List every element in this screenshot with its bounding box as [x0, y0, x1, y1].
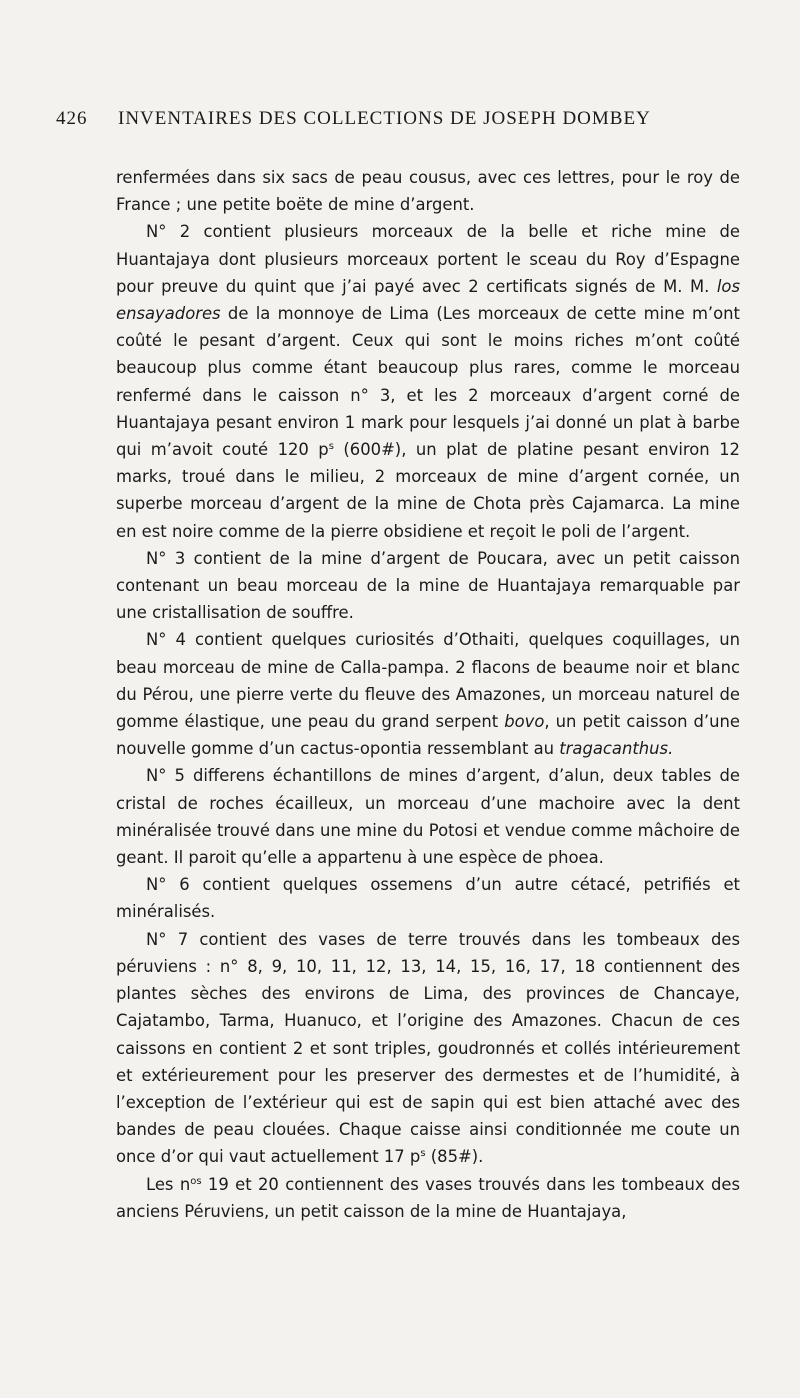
- paragraph: [116, 626, 740, 762]
- text-segment: N° 6 contient quelques ossemens d’un autre cétacé, petrifiés et minéralisés.: [116, 875, 740, 922]
- paragraph: [116, 1171, 740, 1225]
- text-segment: N° 2 contient plusieurs morceaux de la belle et riche mine de Huantajaya dont plusieurs morceaux portent le sceau du Roy d’Espagne pour preuve du quint que j’ai payé avec 2 certificats signés de M. M.: [116, 222, 740, 296]
- paragraph: [116, 164, 740, 218]
- text-segment: de la monnoye de Lima (Les morceaux de cette mine m’ont coûté le pesant d’argent. Ceux qui sont le moins riches m’ont coûté beaucoup plus comme étant beaucoup plus rares, comme le morceau renfermé dans le caisson n° 3, et les 2 morceaux d’argent corné de Huantajaya pesant environ 1 mark pour lesquels j’ai donné un plat à barbe qui m’avoit couté 120 p: [116, 304, 740, 460]
- paragraph: [116, 762, 740, 871]
- text-segment: N° 7 contient des vases de terre trouvés dans les tombeaux des péruviens : n° 8, 9, 10, 11, 12, 13, 14, 15, 16, 17, 18 contiennent des plantes sèches des environs de Lima, des provinces de Chancaye, Cajatambo, Tarma, Huanuco, et l’origine des Amazones. Chacun de ces caissons en contient 2 et sont triples, goudronnés et collés intérieurement et extérieurement pour les preserver des dermestes et de l’humidité, à l’exception de l’extérieur qui est de sapin qui est bien attaché avec des bandes de peau clouées. Chaque caisse ainsi conditionnée me coute un once d’or qui vaut actuellement 17 p: [116, 929, 740, 1167]
- superscript: s: [328, 441, 334, 453]
- superscript: os: [190, 1175, 202, 1187]
- text-segment: renfermées dans six sacs de peau cousus, avec ces lettres, pour le roy de France ; une petite boëte de mine d’argent.: [116, 168, 740, 215]
- paragraph: [116, 926, 740, 1171]
- italic-text: tragacanthus.: [559, 739, 674, 759]
- paragraph: [116, 545, 740, 627]
- text-segment: Les n: [146, 1174, 191, 1194]
- page-header: [56, 108, 744, 132]
- paragraph: [116, 218, 740, 544]
- superscript: s: [420, 1148, 426, 1160]
- italic-text: los ensayadores: [116, 276, 740, 324]
- italic-text: bovo: [504, 712, 545, 732]
- paragraph: [116, 871, 740, 925]
- text-segment: , un petit caisson d’une nouvelle gomme d’un cactus-opontia ressemblant au: [116, 712, 740, 759]
- text-segment: 19 et 20 contiennent des vases trouvés dans les tombeaux des anciens Péruviens, un petit caisson de la mine de Huantajaya,: [116, 1174, 740, 1221]
- body-text: [116, 164, 740, 1225]
- text-segment: N° 5 differens échantillons de mines d’argent, d’alun, deux tables de cristal de roches écailleux, un morceau d’une machoire avec la dent minéralisée trouvé dans une mine du Potosi et vendue comme mâchoire de geant. Il paroit qu’elle a appartenu à une espèce de phoea.: [116, 766, 740, 868]
- text-segment: (600#), un plat de platine pesant environ 12 marks, troué dans le milieu, 2 morceaux de mine d’argent cornée, un superbe morceau d’argent de la mine de Chota près Cajamarca. La mine en est noire comme de la pierre obsidiene et reçoit le poli de l’argent.: [116, 440, 740, 541]
- text-segment: N° 4 contient quelques curiosités d’Othaiti, quelques coquillages, un beau morceau de mine de Calla-pampa. 2 flacons de beaume noir et blanc du Pérou, une pierre verte du fleuve des Amazones, un morceau naturel de gomme élastique, une peau du grand serpent: [116, 630, 740, 732]
- text-segment: (85#).: [425, 1147, 484, 1167]
- text-segment: N° 3 contient de la mine d’argent de Poucara, avec un petit caisson contenant un beau morceau de la mine de Huantajaya remarquable par une cristallisation de souffre.: [116, 548, 740, 623]
- running-title: INVENTAIRES DES COLLECTIONS DE JOSEPH DOMBEY: [118, 108, 651, 129]
- page-number: 426: [56, 108, 88, 129]
